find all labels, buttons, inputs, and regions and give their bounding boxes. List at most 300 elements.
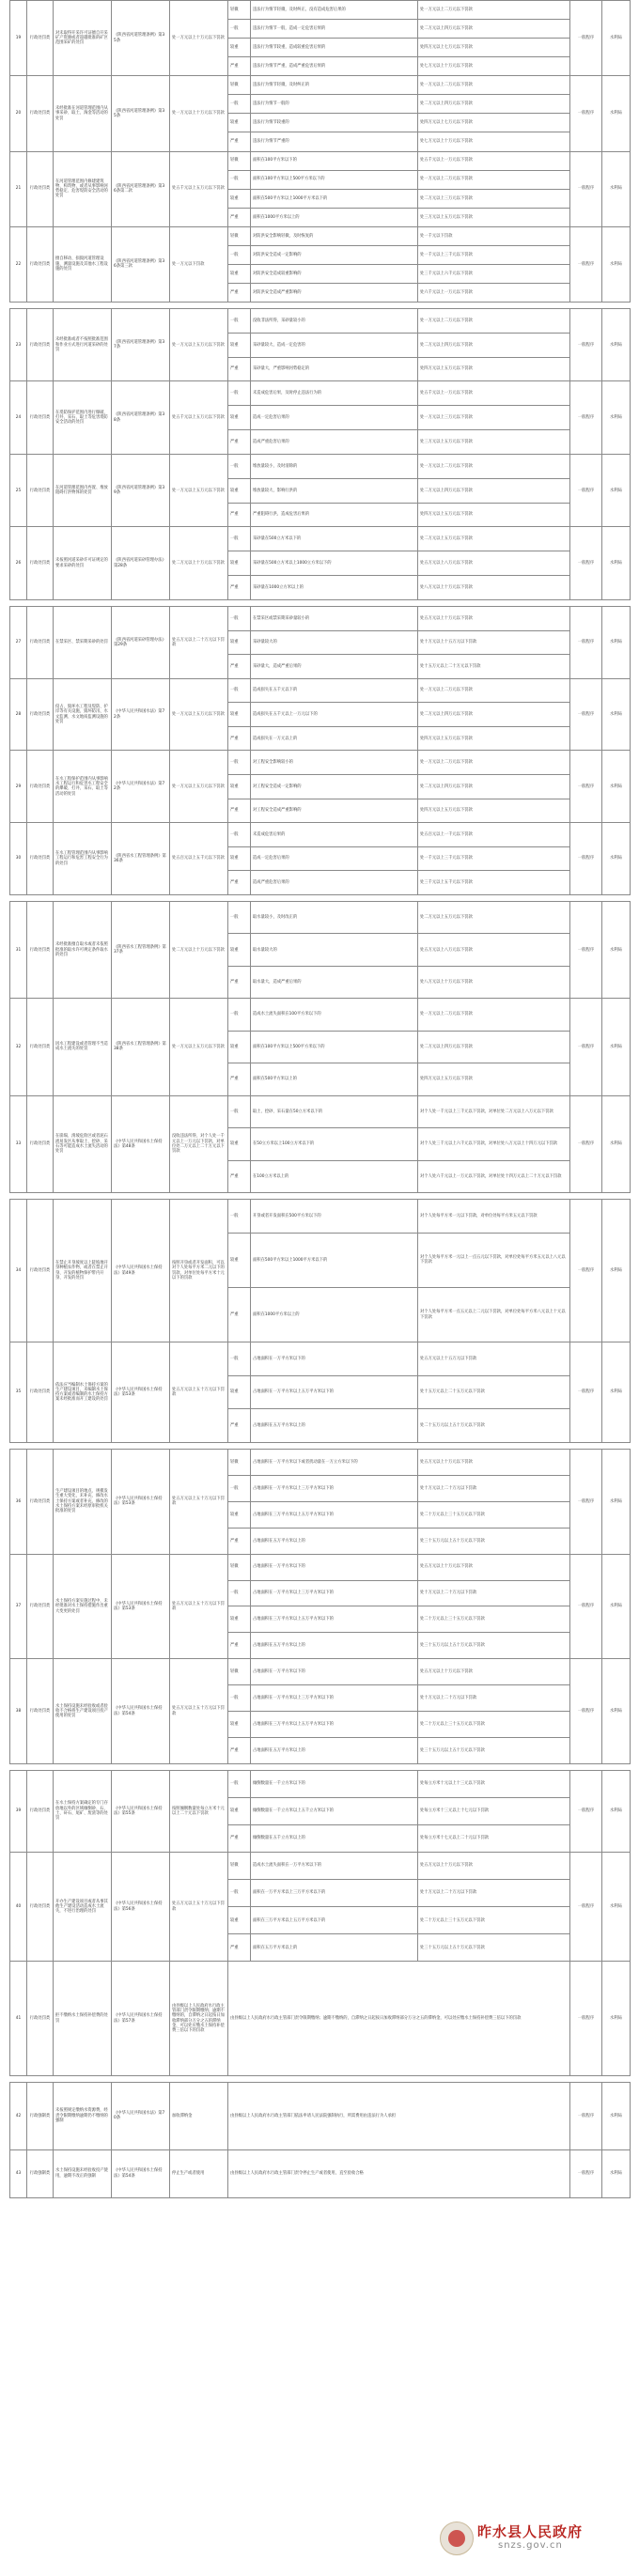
circumstance-text: 对工程安全造成严重影响的 [251,799,418,823]
item-category: 行政处罚类 [27,1659,54,1764]
procedure-type: 一般程序 [570,1,602,76]
circumstance-text: 对防洪安全造成一定影响的 [251,245,418,264]
penalty-standard: 处二万元以上四万元以下罚款 [418,1031,570,1063]
enforcement-note: 由县级以上人民政府水行政主管部门责令停止生产或者使用，直至验收合格 [228,2149,570,2197]
severity-level: 轻微 [228,1554,251,1580]
penalty-standard: 处六千元以上一万元以下罚款 [418,283,570,302]
circumstance-text: 占地面积在五万平方米以上的 [251,1737,418,1763]
penalty-standard: 处一千元以下罚款 [418,226,570,245]
severity-level: 较重 [228,478,251,503]
penalty-standard: 处一万元以上三万元以下罚款 [418,406,570,430]
severity-level: 轻微 [228,1450,251,1476]
circumstance-text: 面积在三万平方米以上五万平方米以下的 [251,1907,418,1934]
penalty-standard: 处二万元以上五万元以下罚款 [418,902,570,934]
table-row [10,1450,631,1476]
item-category: 行政处罚类 [27,1450,54,1555]
severity-level: 一般 [228,1475,251,1501]
row-number: 38 [10,1659,27,1764]
legal-basis: 《陕西省河道管理条例》第36条第二款 [112,151,170,226]
severity-level: 一般 [228,1771,251,1798]
severity-level: 轻微 [228,76,251,95]
legal-basis: 《陕西省河道管理条例》第39条 [112,454,170,526]
severity-level: 较重 [228,1501,251,1528]
circumstance-text: 违法行为情节较重，造成较重危害后果的 [251,39,418,57]
severity-level: 一般 [228,607,251,631]
penalty-standard: 处五千元以上一万元以下罚款 [418,151,570,170]
item-category: 行政处罚类 [27,678,54,751]
legal-basis: 《陕西省河道采砂管理办法》第29条 [112,607,170,679]
penalty-range: 处二万元以上十万元以下罚款 [170,527,228,600]
table-row [10,1200,631,1234]
penalty-range: 处一万元以上五万元以下罚款 [170,309,228,381]
violation-description: 生产建设项目的地点、规模发生重大变化，未补充、修改水土保持方案或者补充、修改的水土保持方案未经原审批机关批准的处罚 [54,1450,112,1555]
penalty-range: 处五万元以上二十万元以下罚款 [170,607,228,679]
severity-level: 严重 [228,430,251,455]
severity-level: 较重 [228,333,251,357]
severity-level: 严重 [228,871,251,895]
circumstance-text: 面积在500平方米以上1000平方米以下的 [251,189,418,208]
circumstance-text: 违法行为情节严重的 [251,132,418,151]
item-category: 行政处罚类 [27,751,54,823]
circumstance-text: 造成一定危害后果的 [251,406,418,430]
penalty-standard: 处四万元以上七万元以下罚款 [418,39,570,57]
item-category: 行政处罚类 [27,607,54,679]
row-number: 20 [10,76,27,151]
penalty-standard: 处八万元以上十万元以下罚款 [418,966,570,998]
penalty-standard: 处五万元以上十万元以下罚款 [418,1853,570,1880]
legal-basis: 《陕西省河道管理条例》第37条 [112,309,170,381]
penalty-standard: 处二万元以上四万元以下罚款 [418,95,570,114]
severity-level: 一般 [228,20,251,39]
penalty-standard: 处五千元以上一万元以下罚款 [418,381,570,406]
penalty-standard: 处一万元以上二万元以下罚款 [418,170,570,189]
penalty-standard: 处一千元以上三千元以下罚款 [418,245,570,264]
procedure-type: 一般程序 [570,2149,602,2197]
severity-level: 严重 [228,966,251,998]
circumstance-text: 占地面积在一万平方米以上三万平方米以下的 [251,1580,418,1606]
severity-level: 严重 [228,576,251,600]
item-category: 行政处罚类 [27,1554,54,1659]
penalty-standard: 处四万元以上五万元以下罚款 [418,1063,570,1095]
severity-level: 一般 [228,1880,251,1907]
circumstance-text: 在禁采区或禁采期采砂量较小的 [251,607,418,631]
penalty-standard: 处每立方米十元以上十三元以下罚款 [418,1771,570,1798]
circumstance-text: 占地面积在五万平方米以上的 [251,1633,418,1659]
table-row [10,607,631,631]
penalty-standard: 处四万元以上五万元以下罚款 [418,503,570,527]
severity-level: 一般 [228,1685,251,1712]
penalty-range: 处五万元以上五十万元以下罚款 [170,1659,228,1764]
item-category: 行政处罚类 [27,1,54,76]
table-row [10,1962,631,2076]
violation-description: 擅自移动、损毁河道管理设施、测量设施及其他水工程设施的处罚 [54,226,112,302]
enforcement-agency: 水利局 [602,309,631,381]
enforcement-agency: 水利局 [602,151,631,226]
penalty-standard: 处二万元以上四万元以下罚款 [418,478,570,503]
table-row [10,1095,631,1127]
procedure-type: 一般程序 [570,902,602,999]
violation-description: 未经批准或者不按照批准范围和作业方式进行河道采砂的处罚 [54,309,112,381]
item-category: 行政处罚类 [27,76,54,151]
circumstance-text: 占地面积在一万平方米以下的 [251,1342,418,1376]
severity-level: 严重 [228,1063,251,1095]
enforcement-agency: 水利局 [602,1095,631,1192]
penalty-range: 处一万元以上五万元以下罚款 [170,678,228,751]
row-number: 31 [10,902,27,999]
row-number: 34 [10,1200,27,1342]
penalty-standard: 处二十万元以上三十五万元以下罚款 [418,1606,570,1633]
penalty-standard: 处十万元以上二十万元以下罚款 [418,1880,570,1907]
procedure-type: 一般程序 [570,1450,602,1555]
circumstance-text: 占地面积在三万平方米以上五万平方米以下的 [251,1501,418,1528]
violation-description: 在水工程保护范围内从事影响水工程运行和危害水工程安全的爆破、打井、采石、取土等活动的处罚 [54,751,112,823]
severity-level: 严重 [228,799,251,823]
item-category: 行政处罚类 [27,1342,54,1443]
enforcement-note: 由县级以上人民政府水行政主管部门依法申请人民法院强制执行，所需费用由违法行为人承担 [228,2083,570,2150]
severity-level: 轻微 [228,226,251,245]
circumstance-text: 占地面积在一万平方米以下或者扰动量在一万立方米以下的 [251,1450,418,1476]
table-row [10,999,631,1031]
table-section [9,1770,631,2076]
severity-level: 较重 [228,846,251,871]
item-category: 行政处罚类 [27,1853,54,1962]
legal-basis: 《中华人民共和国水法》第70条 [112,2083,170,2150]
severity-level: 较重 [228,189,251,208]
penalty-standard: 处三十五万元以上五十万元以下罚款 [418,1934,570,1962]
legal-basis: 《中华人民共和国水土保持法》第54条 [112,2149,170,2197]
penalty-standard: 处一万元以上二万元以下罚款 [418,751,570,775]
penalty-range: 处五万元以上五十万元以下罚款 [170,1450,228,1555]
severity-level: 较重 [228,1606,251,1633]
table-row [10,751,631,775]
penalty-range: 处五万元以上五十万元以下罚款 [170,1853,228,1962]
circumstance-text: 占地面积在一万平方米以下的 [251,1659,418,1685]
table-row [10,1853,631,1880]
penalty-standard: 处二十五万元以上五十万元以下罚款 [418,1409,570,1443]
severity-level: 严重 [228,357,251,381]
penalty-standard: 处每立方米十三元以上十七元以下罚款 [418,1798,570,1825]
penalty-range: 处一万元以上五万元以下罚款 [170,999,228,1095]
penalty-standard: 处一万元以上二万元以下罚款 [418,309,570,334]
table-row [10,309,631,334]
penalty-standard: 处五百元以上一千元以下罚款 [418,823,570,847]
penalty-range: 没收违法所得，对个人处一千元以上一万元以下罚款，对单位处二万元以上二十万元以下罚款 [170,1095,228,1192]
circumstance-text: 取水量大，造成严重后果的 [251,966,418,998]
circumstance-text: 对防洪安全造成严重影响的 [251,283,418,302]
item-category: 行政处罚类 [27,151,54,226]
table-section [9,1449,631,1764]
circumstance-text: 采砂量大，严重影响河势稳定的 [251,357,418,381]
violation-description: 水土保持设施未经验收或者验收不合格将生产建设项目投产使用的处罚 [54,1659,112,1764]
circumstance-text: 采砂量较大的 [251,630,418,655]
enforcement-agency: 水利局 [602,1554,631,1659]
item-category: 行政处罚类 [27,902,54,999]
severity-level: 一般 [228,309,251,334]
violation-description: 在水土保持方案确定的专门存放地以外的区域倾倒砂、石、土、矸石、尾矿、废渣等的处罚 [54,1771,112,1853]
procedure-type: 一般程序 [570,226,602,302]
violation-description: 依法应当编制水土保持方案的生产建设项目，未编制水土保持方案或者编制的水土保持方案未经批准而开工建设的处罚 [54,1342,112,1443]
procedure-type: 一般程序 [570,751,602,823]
violation-description: 因水工程建设或者管理不当造成水土流失的处罚 [54,999,112,1095]
circumstance-text: 面积在1000平方米以上的 [251,208,418,226]
enforcement-agency: 水利局 [602,226,631,302]
penalty-range: 处二万元以上十万元以下罚款 [170,902,228,999]
penalty-range: 处一万元以上十万元以下罚款 [170,1,228,76]
penalty-standard: 处二万元以上四万元以下罚款 [418,20,570,39]
severity-level: 一般 [228,1342,251,1376]
violation-description: 未经批准在河道管理范围内从事采砂、取土、淘金等活动的处罚 [54,76,112,151]
item-category: 行政处罚类 [27,226,54,302]
circumstance-text: 违法行为情节一般，造成一定危害后果的 [251,20,418,39]
penalty-range: 按照开垦或者开发面积，可以对个人处每平方米二元以下的罚款、对单位处每平方米十元以下的罚款 [170,1200,228,1342]
severity-level: 轻微 [228,1,251,20]
circumstance-text: 造成严重危害后果的 [251,430,418,455]
severity-level: 一般 [228,527,251,551]
severity-level: 一般 [228,823,251,847]
circumstance-text: 占地面积在一万平方米以上三万平方米以下的 [251,1685,418,1712]
item-category: 行政处罚类 [27,1200,54,1342]
circumstance-text: 面积在100平方米以上500平方米以下的 [251,1031,418,1063]
enforcement-agency: 水利局 [602,1659,631,1764]
legal-basis: 《中华人民共和国水土保持法》第56条 [112,1853,170,1962]
circumstance-text: 占地面积在五万平方米以上的 [251,1528,418,1554]
legal-basis: 《陕西省河道管理条例》第36条第三款 [112,226,170,302]
procedure-type: 一般程序 [570,1554,602,1659]
penalty-standard: 处五万元以上十万元以下罚款 [418,1450,570,1476]
circumstance-text: 严重阻碍行洪，造成危害后果的 [251,503,418,527]
table-section [9,1199,631,1443]
circumstance-text: 面积在1000平方米以上的 [251,1287,418,1342]
circumstance-text: 采砂量较大，造成一定危害的 [251,333,418,357]
penalty-standard: 对个人处每平方米一元以上一点五元以下罚款，对单位处每平方米五元以上八元以下罚款 [418,1233,570,1287]
severity-level: 较重 [228,551,251,576]
procedure-type: 一般程序 [570,1962,602,2076]
table-section [9,2082,631,2198]
procedure-type: 一般程序 [570,76,602,151]
penalty-standard: 处二万元以上四万元以下罚款 [418,333,570,357]
watermark-url: snzs.gov.cn [498,2540,563,2551]
severity-level: 一般 [228,245,251,264]
severity-level: 较重 [228,1375,251,1409]
penalty-standard: 对个人处每平方米一元以下罚款，对单位处每平方米五元以下罚款 [418,1200,570,1234]
circumstance-text: 占地面积在三万平方米以上五万平方米以下的 [251,1712,418,1738]
circumstance-text: 面积在500平方米以上1000平方米以下的 [251,1233,418,1287]
procedure-type: 一般程序 [570,678,602,751]
penalty-standard: 处十万元以上十五万元以下罚款 [418,630,570,655]
penalty-standard: 处二万元以上四万元以下罚款 [418,775,570,799]
circumstance-text: 对防洪安全造成较重影响的 [251,264,418,283]
circumstance-text: 采砂量大，造成严重后果的 [251,655,418,679]
circumstance-text: 占地面积在三万平方米以上五万平方米以下的 [251,1606,418,1633]
circumstance-text: 在50立方米以上100立方米以下的 [251,1128,418,1160]
severity-level: 较重 [228,39,251,57]
legal-basis: 《中华人民共和国水法》第72条 [112,678,170,751]
violation-description: 在水工程管理范围内从事影响工程运行和危害工程安全行为的处罚 [54,823,112,895]
circumstance-text: 造成损失在一万元以上的 [251,726,418,751]
penalty-standard: 处十万元以上二十万元以下罚款 [418,1685,570,1712]
row-number: 39 [10,1771,27,1853]
procedure-type: 一般程序 [570,151,602,226]
penalty-standard: 处五万元以上十五万元以下罚款 [418,1342,570,1376]
row-number: 32 [10,999,27,1095]
penalty-range: 处五千元以上五万元以下罚款 [170,381,228,454]
row-number: 36 [10,1450,27,1555]
circumstance-text: 造成水土流失面积在一万平方米以下的 [251,1853,418,1880]
circumstance-text: 未造成危害后果，及时停止违法行为的 [251,381,418,406]
penalty-standard: 处二万元以上五万元以下罚款 [418,527,570,551]
legal-basis: 《中华人民共和国水土保持法》第54条 [112,1659,170,1764]
procedure-type: 一般程序 [570,607,602,679]
penalty-standard: 对个人处六千元以上一万元以下罚款，对单位处十四万元以上二十万元以下罚款 [418,1160,570,1193]
circumstance-text: 倾倒数量在一千立方米以下的 [251,1771,418,1798]
item-category: 行政处罚类 [27,309,54,381]
penalty-standard: 处三万元以上五万元以下罚款 [418,430,570,455]
circumstance-text: 在100立方米以上的 [251,1160,418,1193]
circumstance-text: 占地面积在五万平方米以上的 [251,1409,418,1443]
legal-basis: 《陕西省河道管理条例》第38条 [112,381,170,454]
row-number: 29 [10,751,27,823]
table-section [9,308,631,600]
violation-description: 拒不缴纳水土保持补偿费的处罚 [54,1962,112,2076]
severity-level: 严重 [228,1825,251,1853]
penalty-standard: 处三十五万元以上五十万元以下罚款 [418,1528,570,1554]
legal-basis: 《陕西省水工程管理条例》第38条 [112,999,170,1095]
row-number: 41 [10,1962,27,2076]
severity-level: 较重 [228,1233,251,1287]
severity-level: 较重 [228,406,251,430]
penalty-standard: 处四万元以上五万元以下罚款 [418,799,570,823]
circumstance-text: 造成水土流失面积在100平方米以下的 [251,999,418,1031]
enforcement-agency: 水利局 [602,1200,631,1342]
row-number: 30 [10,823,27,895]
table-row [10,76,631,95]
legal-basis: 《陕西省河道管理条例》第35条 [112,76,170,151]
severity-level: 较重 [228,1907,251,1934]
circumstance-text: 对工程安全影响较小的 [251,751,418,775]
penalty-standard: 处五万元以上十万元以下罚款 [418,1554,570,1580]
circumstance-text: 取土、挖砂、采石量在50立方米以下的 [251,1095,418,1127]
penalty-standard: 处五万元以上八万元以下罚款 [418,551,570,576]
penalty-range: 处一万元以下罚款 [170,226,228,302]
penalty-range: 处一万元以上五万元以下罚款 [170,454,228,526]
circumstance-text: 对工程安全造成一定影响的 [251,775,418,799]
enforcement-agency: 水利局 [602,678,631,751]
circumstance-text: 造成损失在五千元以上一万元以下的 [251,703,418,727]
severity-level: 一般 [228,999,251,1031]
circumstance-text: 倾倒数量在一千立方米以上五千立方米以下的 [251,1798,418,1825]
row-number: 37 [10,1554,27,1659]
severity-level: 严重 [228,1528,251,1554]
severity-level: 轻微 [228,1853,251,1880]
table-row [10,1554,631,1580]
row-number: 35 [10,1342,27,1443]
procedure-type: 一般程序 [570,1095,602,1192]
violation-description: 在堤防保护范围内进行爆破、打井、采石、取土等危害堤防安全活动的处罚 [54,381,112,454]
item-category: 行政处罚类 [27,527,54,600]
legal-basis: 《陕西省河道管理条例》第35条 [112,1,170,76]
legal-basis: 《中华人民共和国水法》第72条 [112,751,170,823]
penalty-standard: 对个人处一千元以上三千元以下罚款，对单位处二万元以上八万元以下罚款 [418,1095,570,1127]
circumstance-text: 面积在100平方米以上500平方米以下的 [251,170,418,189]
legal-basis: 《中华人民共和国水土保持法》第48条 [112,1095,170,1192]
severity-level: 严重 [228,1633,251,1659]
severity-level: 严重 [228,132,251,151]
penalty-range: 停止生产或者使用 [170,2149,228,2197]
violation-description: 在禁止开垦坡度以上陡坡地开垦种植农作物，或者在禁止开垦、开发的植物保护带内开垦、开发的处罚 [54,1200,112,1342]
circumstance-text: 采砂量在500立方米以上1000立方米以下的 [251,551,418,576]
enforcement-agency: 水利局 [602,607,631,679]
table-section [9,901,631,1193]
violation-description: 水土保持设施未经验收投产使用，逾期不改正的强制 [54,2149,112,2197]
procedure-type: 一般程序 [570,454,602,526]
enforcement-agency: 水利局 [602,1450,631,1555]
table-row [10,1659,631,1685]
table-row [10,527,631,551]
penalty-standard: 处一万元以上二万元以下罚款 [418,454,570,478]
legal-basis: 《中华人民共和国水土保持法》第53条 [112,1450,170,1555]
severity-level: 一般 [228,95,251,114]
procedure-type: 一般程序 [570,1200,602,1342]
procedure-type: 一般程序 [570,1659,602,1764]
legal-basis: 《中华人民共和国水土保持法》第49条 [112,1200,170,1342]
penalty-standard: 处二十万元以上三十五万元以下罚款 [418,1712,570,1738]
violation-description: 开办生产建设项目或者从事其他生产建设活动造成水土流失，不进行治理的处罚 [54,1853,112,1962]
severity-level: 严重 [228,655,251,679]
circumstance-text: 占地面积在一万平方米以下的 [251,1554,418,1580]
penalty-standard: 处四万元以上七万元以下罚款 [418,114,570,132]
row-number: 24 [10,381,27,454]
violation-description: 未经批准擅自取水或者未依照批准的取水许可规定条件取水的处罚 [54,902,112,999]
enforcement-agency: 水利局 [602,381,631,454]
procedure-type: 一般程序 [570,309,602,381]
severity-level: 严重 [228,1409,251,1443]
row-number: 43 [10,2149,27,2197]
severity-level: 较重 [228,1031,251,1063]
penalty-standard: 处二万元以上三万元以下罚款 [418,189,570,208]
severity-level: 严重 [228,1287,251,1342]
circumstance-text: 取水量较小，及时改正的 [251,902,418,934]
table-section [9,0,631,303]
row-number: 21 [10,151,27,226]
penalty-standard: 处八万元以上十万元以下罚款 [418,576,570,600]
penalty-standard: 处五万元以上八万元以下罚款 [418,934,570,966]
enforcement-agency: 水利局 [602,2149,631,2197]
severity-level: 一般 [228,902,251,934]
watermark [440,2520,628,2557]
penalty-standard: 处二十万元以上三十五万元以下罚款 [418,1907,570,1934]
enforcement-agency: 水利局 [602,1962,631,2076]
enforcement-agency: 水利局 [602,2083,631,2150]
row-number: 33 [10,1095,27,1192]
severity-level: 较重 [228,630,251,655]
table-row [10,678,631,703]
severity-level: 较重 [228,1798,251,1825]
penalty-standard: 处一万元以上二万元以下罚款 [418,999,570,1031]
severity-level: 严重 [228,1934,251,1962]
penalty-standard: 对个人处三千元以上六千元以下罚款，对单位处八万元以上十四万元以下罚款 [418,1128,570,1160]
penalty-standard: 处三千元以上六千元以下罚款 [418,264,570,283]
penalty-range: 处一万元以上十万元以下罚款 [170,76,228,151]
row-number: 25 [10,454,27,526]
table-row [10,454,631,478]
enforcement-agency: 水利局 [602,751,631,823]
penalty-range: 按照倾倒数量处每立方米十元以上二十元以下罚款 [170,1771,228,1853]
penalty-standard: 处三十五万元以上五十万元以下罚款 [418,1633,570,1659]
enforcement-agency: 水利局 [602,76,631,151]
enforcement-agency: 水利局 [602,1342,631,1443]
violation-description: 在河道管理范围内修建建筑物、构筑物，或者从事影响河势稳定、危害堤防安全活动的处罚 [54,151,112,226]
row-number: 27 [10,607,27,679]
